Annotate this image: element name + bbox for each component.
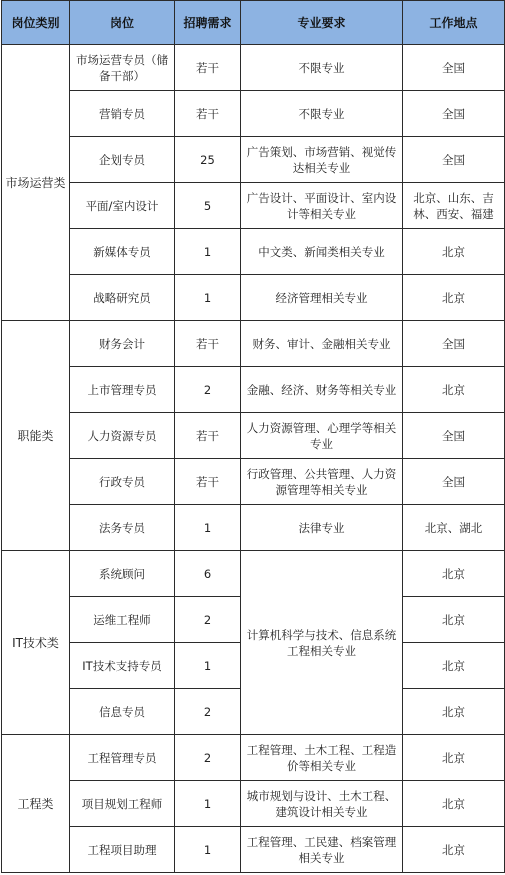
category-cell: 市场运营类 [2,45,70,321]
major-cell: 广告策划、市场营销、视觉传达相关专业 [241,137,403,183]
major-cell: 城市规划与设计、土木工程、建筑设计相关专业 [241,781,403,827]
location-cell: 全国 [403,91,505,137]
major-cell: 广告设计、平面设计、室内设计等相关专业 [241,183,403,229]
table-row [2,183,505,229]
position-cell: 平面/室内设计 [70,183,175,229]
table-header-row [2,1,505,45]
header-major: 专业要求 [241,1,403,45]
header-demand: 招聘需求 [175,1,241,45]
demand-cell: 2 [175,689,241,735]
demand-cell: 1 [175,275,241,321]
table-row [2,551,505,597]
position-cell: 市场运营专员（储备干部） [70,45,175,91]
demand-cell: 1 [175,643,241,689]
location-cell: 全国 [403,413,505,459]
major-cell: 财务、审计、金融相关专业 [241,321,403,367]
position-cell: 行政专员 [70,459,175,505]
location-cell: 北京、山东、吉林、西安、福建 [403,183,505,229]
table-row [2,367,505,413]
table-row [2,275,505,321]
major-cell: 工程管理、土木工程、工程造价等相关专业 [241,735,403,781]
position-cell: 战略研究员 [70,275,175,321]
location-cell: 北京 [403,735,505,781]
location-cell: 全国 [403,321,505,367]
location-cell: 北京、湖北 [403,505,505,551]
demand-cell: 25 [175,137,241,183]
category-cell: 工程类 [2,735,70,873]
location-cell: 北京 [403,827,505,873]
major-cell: 金融、经济、财务等相关专业 [241,367,403,413]
location-cell: 全国 [403,45,505,91]
header-category: 岗位类别 [2,1,70,45]
demand-cell: 若干 [175,413,241,459]
header-position: 岗位 [70,1,175,45]
location-cell: 全国 [403,137,505,183]
location-cell: 北京 [403,781,505,827]
demand-cell: 2 [175,597,241,643]
position-cell: 工程项目助理 [70,827,175,873]
table-row [2,735,505,781]
position-cell: 工程管理专员 [70,735,175,781]
demand-cell: 2 [175,735,241,781]
major-cell: 人力资源管理、心理学等相关专业 [241,413,403,459]
major-cell: 工程管理、工民建、档案管理相关专业 [241,827,403,873]
table-row [2,505,505,551]
table-row [2,413,505,459]
location-cell: 北京 [403,275,505,321]
demand-cell: 若干 [175,459,241,505]
demand-cell: 若干 [175,91,241,137]
position-cell: IT技术支持专员 [70,643,175,689]
position-cell: 财务会计 [70,321,175,367]
recruitment-table [1,0,505,873]
location-cell: 北京 [403,551,505,597]
header-location: 工作地点 [403,1,505,45]
table-row [2,459,505,505]
demand-cell: 若干 [175,45,241,91]
location-cell: 北京 [403,597,505,643]
table-row [2,137,505,183]
major-cell: 中文类、新闻类相关专业 [241,229,403,275]
location-cell: 全国 [403,459,505,505]
category-cell: 职能类 [2,321,70,551]
demand-cell: 6 [175,551,241,597]
position-cell: 上市管理专员 [70,367,175,413]
major-cell: 行政管理、公共管理、人力资源管理等相关专业 [241,459,403,505]
table-row [2,781,505,827]
position-cell: 企划专员 [70,137,175,183]
major-cell: 不限专业 [241,91,403,137]
position-cell: 人力资源专员 [70,413,175,459]
location-cell: 北京 [403,367,505,413]
major-cell: 经济管理相关专业 [241,275,403,321]
position-cell: 项目规划工程师 [70,781,175,827]
category-cell: IT技术类 [2,551,70,735]
position-cell: 营销专员 [70,91,175,137]
location-cell: 北京 [403,229,505,275]
position-cell: 信息专员 [70,689,175,735]
table-row [2,229,505,275]
position-cell: 法务专员 [70,505,175,551]
demand-cell: 1 [175,229,241,275]
table-row [2,827,505,873]
position-cell: 运维工程师 [70,597,175,643]
major-cell: 不限专业 [241,45,403,91]
location-cell: 北京 [403,689,505,735]
major-cell-shared: 计算机科学与技术、信息系统工程相关专业 [241,551,403,735]
major-cell: 法律专业 [241,505,403,551]
table-row [2,321,505,367]
demand-cell: 5 [175,183,241,229]
demand-cell: 若干 [175,321,241,367]
table-row [2,45,505,91]
demand-cell: 1 [175,781,241,827]
position-cell: 系统顾问 [70,551,175,597]
demand-cell: 1 [175,827,241,873]
table-row [2,91,505,137]
demand-cell: 2 [175,367,241,413]
location-cell: 北京 [403,643,505,689]
position-cell: 新媒体专员 [70,229,175,275]
demand-cell: 1 [175,505,241,551]
